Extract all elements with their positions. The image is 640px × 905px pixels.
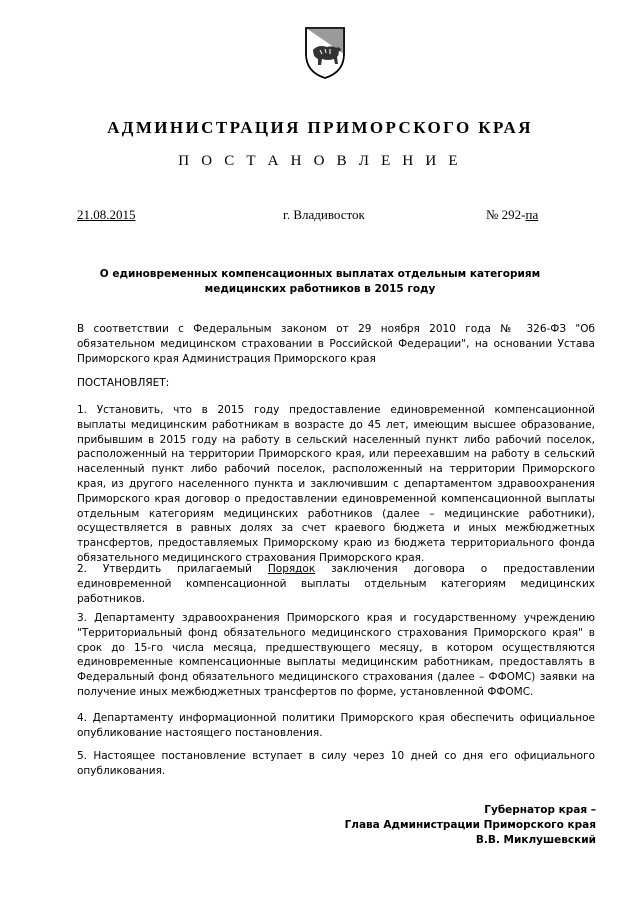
paragraph-preamble: В соответствии с Федеральным законом от 29 ноября 2010 года № 326-ФЗ "Об обязательном медицинском страховании в Российской Федерации", на основании Устава Приморского края Администрация Приморского края — [77, 323, 595, 365]
paragraph-resolve: ПОСТАНОВЛЯЕТ: — [77, 377, 170, 389]
paragraph-item-2 — [77, 562, 595, 606]
paragraph-item-1: 1. Установить, что в 2015 году предоставление единовременной компенсационной выплаты медицинским работникам в возрасте до 45 лет, имеющим высшее образование, прибывшим в 2015 году на работу в сельский населенный пункт либо рабочий поселок, расположенный на территории Приморского края, или переехавшим на работу в сельский населенный пункт либо рабочий поселок, расположенный на территории Приморского края, из другого населенного пункта и заключившим с департаментом здравоохранения Приморского края договор о предоставлении единовременной компенсационной выплаты отдельным категориям медицинских работников (далее – медицинские работники), осуществляется в равных долях за счет краевого бюджета и иных межбюджетных трансфертов, предоставляемых Приморскому краю из бюджета территориального фонда обязательного медицинского страхования Приморского края. — [77, 404, 595, 564]
document-city: г. Владивосток — [283, 207, 365, 222]
signature-line3: В.В. Миклушевский — [475, 834, 596, 846]
paragraph-item-4: 4. Департаменту информационной политики Приморского края обеспечить официальное опубликование настоящего постановления. — [77, 712, 595, 739]
document-title-line2: медицинских работников в 2015 году — [204, 283, 436, 295]
document-number — [486, 207, 538, 223]
document-number-suffix: па — [525, 207, 539, 222]
document-type: П О С Т А Н О В Л Е Н И Е — [178, 153, 462, 169]
document-title-line1: О единовременных компенсационных выплатах отдельным категориям — [99, 268, 541, 280]
paragraph-item-3: 3. Департаменту здравоохранения Приморского края и государственному учреждению "Территориальный фонд обязательного медицинского страхования Приморского края" в срок до 15-го числа месяца, предшествующего месяцу, в котором осуществляются единовременные компенсационные выплаты медицинским работникам, предоставлять в Федеральный фонд обязательного медицинского страхования (далее – ФФОМС) заявки на получение иных межбюджетных трансфертов по форме, установленной ФФОМС. — [77, 612, 595, 698]
item-2-text-before: 2. Утвердить прилагаемый — [77, 563, 268, 575]
signature-block — [345, 803, 596, 848]
document-number-prefix: № 292- — [486, 207, 526, 222]
document-title — [80, 267, 560, 297]
signature-line2: Глава Администрации Приморского края — [344, 819, 596, 831]
item-2-text-after: заключения договора о предоставлении единовременной компенсационной выплаты отдельным категориям медицинских работников. — [77, 563, 595, 605]
paragraph-item-5: 5. Настоящее постановление вступает в силу через 10 дней со дня его официального опубликования. — [77, 750, 595, 777]
signature-line1: Губернатор края – — [484, 804, 596, 816]
document-date: 21.08.2015 — [77, 207, 136, 222]
coat-of-arms-icon — [300, 20, 350, 82]
organization-name: АДМИНИСТРАЦИЯ ПРИМОРСКОГО КРАЯ — [107, 118, 533, 137]
procedure-link[interactable]: Порядок — [267, 563, 316, 575]
